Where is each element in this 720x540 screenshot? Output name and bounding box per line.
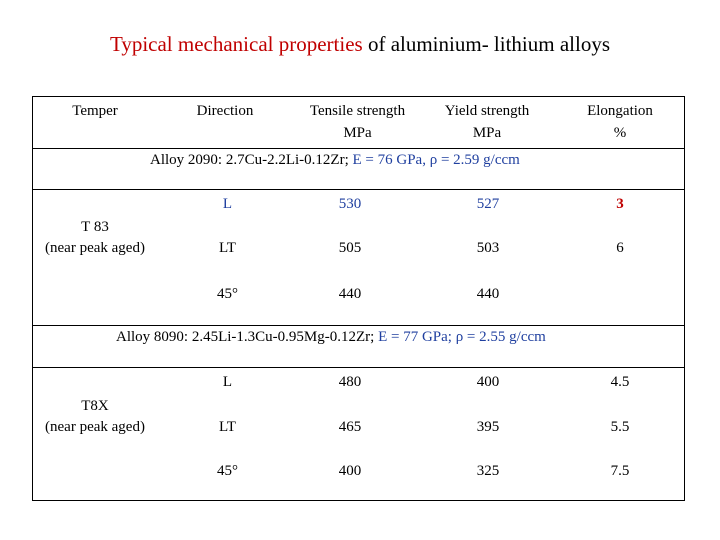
header-direction: Direction [196, 103, 254, 119]
alloy2-row1-tensile: 480 [338, 374, 362, 390]
alloy1-row2-direction: LT [219, 240, 236, 256]
alloy1-row1-elongation: 3 [616, 196, 624, 212]
alloy2-row2-elongation: 5.5 [610, 419, 630, 435]
alloy1-row2-tensile: 505 [338, 240, 362, 256]
alloy2-row3-tensile: 400 [338, 463, 362, 479]
alloy2-row2-tensile: 465 [338, 419, 362, 435]
alloy2-row3-yield: 325 [476, 463, 500, 479]
alloy1-row3-direction: 45° [217, 286, 238, 302]
alloy2-row3-direction: 45° [217, 463, 238, 479]
alloy2-row2-direction: LT [219, 419, 236, 435]
alloy1-divider [32, 189, 685, 190]
alloy2-row2-yield: 395 [476, 419, 500, 435]
alloy1-row3-yield: 440 [476, 286, 500, 302]
alloy1-row3-tensile: 440 [338, 286, 362, 302]
alloy1-temper: T 83 (near peak aged) [45, 219, 145, 256]
alloy1-row1-tensile: 530 [338, 196, 362, 212]
header-divider [32, 148, 685, 149]
header-yield: Yield strength MPa [444, 103, 530, 141]
alloy1-composition: Alloy 2090: 2.7Cu-2.2Li-0.12Zr; E = 76 GPa, ρ = 2.59 g/ccm [150, 152, 520, 168]
alloy1-row1-yield: 527 [476, 196, 500, 212]
alloy2-row1-direction: L [222, 374, 233, 390]
alloy2-row1-elongation: 4.5 [610, 374, 630, 390]
header-tensile: Tensile strength MPa [309, 103, 406, 141]
page-title: Typical mechanical properties of aluminium- lithium alloys [109, 32, 611, 56]
alloy2-row1-yield: 400 [476, 374, 500, 390]
alloy1-row1-direction: L [222, 196, 233, 212]
alloy2-divider [32, 367, 685, 368]
section-divider [32, 325, 685, 326]
alloy1-row2-elongation: 6 [616, 240, 624, 256]
alloy2-temper: T8X (near peak aged) [45, 398, 145, 435]
alloy1-row2-yield: 503 [476, 240, 500, 256]
alloy2-row3-elongation: 7.5 [610, 463, 630, 479]
header-temper: Temper [72, 103, 118, 119]
header-elongation: Elongation % [587, 103, 653, 141]
alloy2-composition: Alloy 8090: 2.45Li-1.3Cu-0.95Mg-0.12Zr; E = 77 GPa; ρ = 2.55 g/ccm [116, 329, 546, 345]
